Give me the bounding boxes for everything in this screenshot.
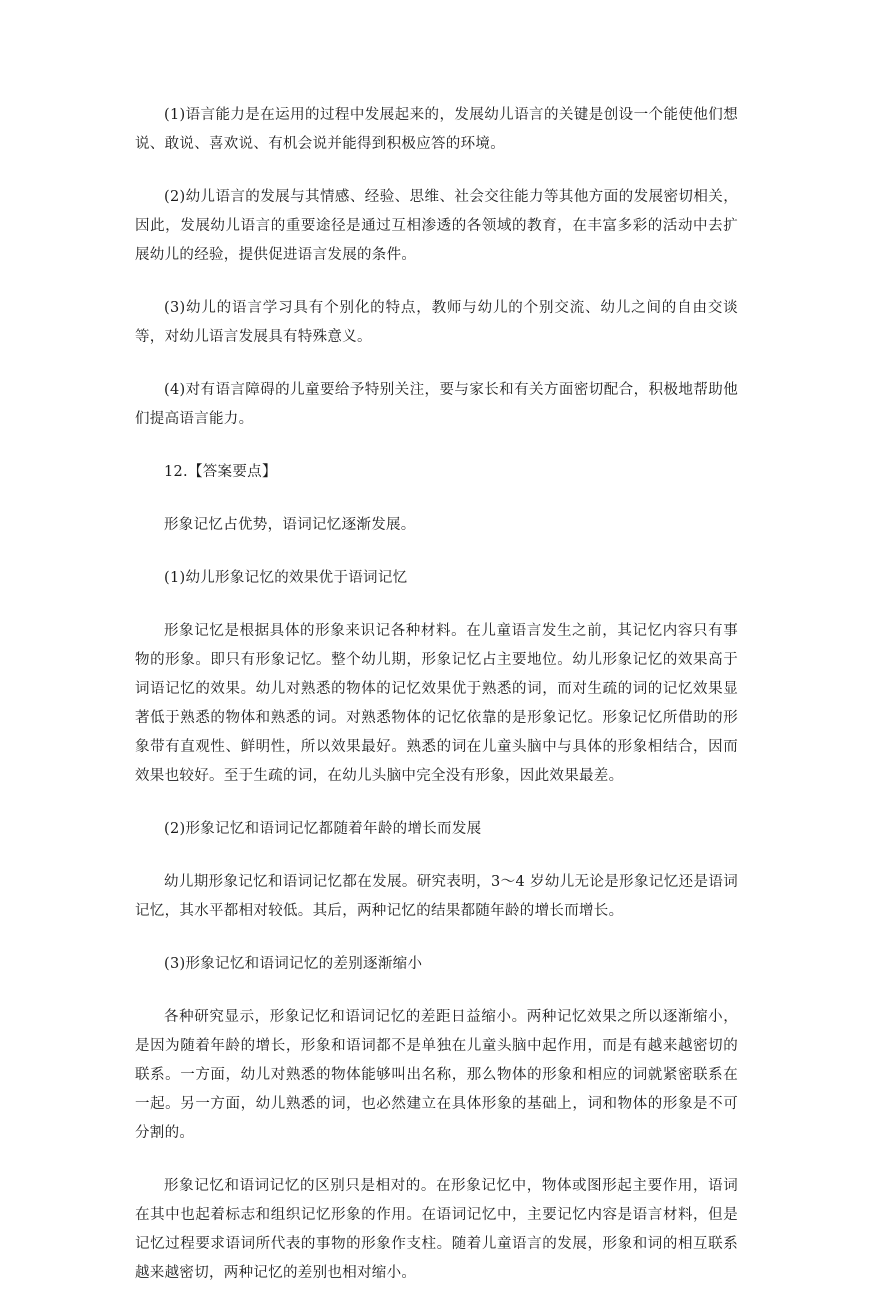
document-body xyxy=(135,101,738,1312)
subheading-2: (2)形象记忆和语词记忆都随着年龄的增长而发展 xyxy=(164,821,482,837)
paragraph-language-ability: (1)语言能力是在运用的过程中发展起来的，发展幼儿语言的关键是创设一个能使他们想说、敢说、喜欢说、有机会说并能得到积极应答的环境。 xyxy=(135,107,738,152)
paragraph-language-development: (2)幼儿语言的发展与其情感、经验、思维、社会交往能力等其他方面的发展密切相关，因此，发展幼儿语言的重要途径是通过互相渗透的各领域的教育，在丰富多彩的活动中去扩展幼儿的经验，提供促进语言发展的条件。 xyxy=(135,189,738,263)
paragraph-memory-summary: 形象记忆占优势，语词记忆逐渐发展。 xyxy=(164,517,416,533)
paragraph-language-disorder: (4)对有语言障碍的儿童要给予特别关注，要与家长和有关方面密切配合，积极地帮助他们提高语言能力。 xyxy=(135,382,738,427)
paragraph-relative-difference: 形象记忆和语词记忆的区别只是相对的。在形象记忆中，物体或图形起主要作用，语词在其中也起着标志和组织记忆形象的作用。在语词记忆中，主要记忆内容是语言材料，但是记忆过程要求语词所代表的事物的形象作支柱。随着儿童语言的发展，形象和词的相互联系越来越密切，两种记忆的差别也相对缩小。 xyxy=(135,1178,738,1281)
paragraph-individualized-learning: (3)幼儿的语言学习具有个别化的特点，教师与幼儿的个别交流、幼儿之间的自由交谈等，对幼儿语言发展具有特殊意义。 xyxy=(135,300,738,345)
subheading-3: (3)形象记忆和语词记忆的差别逐渐缩小 xyxy=(164,956,423,972)
paragraph-image-memory: 形象记忆是根据具体的形象来识记各种材料。在儿童语言发生之前，其记忆内容只有事物的形象。即只有形象记忆。整个幼儿期，形象记忆占主要地位。幼儿形象记忆的效果高于词语记忆的效果。幼儿对熟悉的物体的记忆效果优于熟悉的词，而对生疏的词的记忆效果显著低于熟悉的物体和熟悉的词。对熟悉物体的记忆依靠的是形象记忆。形象记忆所借助的形象带有直观性、鲜明性，所以效果最好。熟悉的词在儿童头脑中与具体的形象相结合，因而效果也较好。至于生疏的词，在幼儿头脑中完全没有形象，因此效果最差。 xyxy=(135,623,738,784)
subheading-1: (1)幼儿形象记忆的效果优于语词记忆 xyxy=(164,570,408,586)
answer-heading-12: 12.【答案要点】 xyxy=(164,464,277,480)
paragraph-age-development: 幼儿期形象记忆和语词记忆都在发展。研究表明，3～4 岁幼儿无论是形象记忆还是语词记忆，其水平都相对较低。其后，两种记忆的结果都随年龄的增长而增长。 xyxy=(135,874,738,919)
paragraph-gap-narrowing: 各种研究显示，形象记忆和语词记忆的差距日益缩小。两种记忆效果之所以逐渐缩小，是因为随着年龄的增长，形象和语词都不是单独在儿童头脑中起作用，而是有越来越密切的联系。一方面，幼儿对熟悉的物体能够叫出名称，那么物体的形象和相应的词就紧密联系在一起。另一方面，幼儿熟悉的词，也必然建立在具体形象的基础上，词和物体的形象是不可分割的。 xyxy=(135,1009,738,1141)
